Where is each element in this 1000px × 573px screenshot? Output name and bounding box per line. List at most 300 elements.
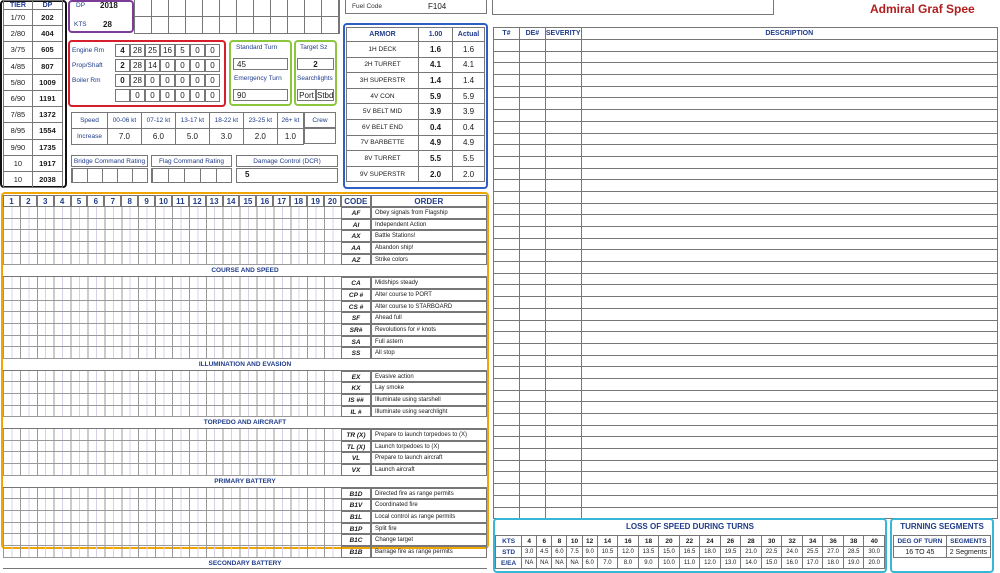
order-description: Change target: [371, 534, 487, 546]
machinery-cell: 0: [115, 74, 130, 87]
dp-cell: 2038: [32, 171, 62, 187]
turn-number: 13: [206, 195, 223, 207]
damage-log-cell: [519, 425, 545, 437]
damage-log-cell: [519, 402, 545, 414]
speed-loss-value: 25.5: [802, 547, 823, 558]
armor-value: 4.9: [419, 135, 453, 151]
damage-log-cell: [519, 320, 545, 332]
damage-log-cell: [519, 180, 545, 192]
machinery-cell: 5: [175, 44, 190, 57]
order-description: Independent Action: [371, 219, 487, 231]
order-description: Ahead full: [371, 312, 487, 324]
speed-loss-value: 6.0: [552, 547, 567, 558]
damage-log-cell: [581, 367, 998, 379]
speed-loss-value: NA: [537, 558, 552, 569]
damage-log-cell: [519, 110, 545, 122]
damage-log-cell: [494, 227, 520, 239]
speed-header: 18-22 kt: [209, 113, 243, 129]
damage-log-cell: [494, 343, 520, 355]
damage-log-cell: [545, 51, 581, 63]
speed-loss-kts: 6: [537, 536, 552, 547]
damage-log-row: [494, 343, 998, 355]
damage-log-cell: [494, 75, 520, 87]
damage-log-cell: [519, 238, 545, 250]
damage-control-label: Damage Control (DCR): [236, 155, 338, 167]
crew-label: Crew: [304, 112, 336, 128]
damage-log-cell: [519, 191, 545, 203]
damage-log-cell: [494, 133, 520, 145]
order-row: [3, 242, 487, 254]
searchlights-label: Searchlights: [297, 75, 333, 82]
order-row: [3, 301, 487, 313]
turn-cells: [3, 488, 341, 500]
armor-value: 5.9: [419, 88, 453, 104]
speed-loss-value: NA: [567, 558, 582, 569]
damage-log-cell: [494, 367, 520, 379]
standard-turn-value: 45: [233, 58, 288, 70]
damage-log-row: [494, 320, 998, 332]
damage-log-cell: [581, 437, 998, 449]
damage-log-cell: [581, 425, 998, 437]
order-code: AF: [341, 207, 371, 219]
damage-log-row: [494, 215, 998, 227]
damage-log-cell: [519, 495, 545, 507]
speed-loss-value: 21.0: [741, 547, 762, 558]
speed-increase-value: 6.0: [141, 129, 175, 145]
damage-log-cell: [519, 460, 545, 472]
damage-log-cell: [581, 86, 998, 98]
damage-log-cell: [581, 343, 998, 355]
damage-log-cell: [545, 390, 581, 402]
tier-row: [4, 139, 63, 155]
damage-log-cell: [519, 75, 545, 87]
segments-value: 2 Segments: [946, 547, 990, 558]
order-code: B1P: [341, 523, 371, 535]
order-description: Battle Stations!: [371, 230, 487, 242]
damage-log-cell: [494, 156, 520, 168]
damage-log-cell: [581, 355, 998, 367]
damage-log-cell: [545, 168, 581, 180]
damage-log-row: [494, 297, 998, 309]
turn-cells: [3, 242, 341, 254]
damage-log-cell: [581, 414, 998, 426]
machinery-table: [72, 43, 220, 103]
order-description: Lay smoke: [371, 382, 487, 394]
order-description: Barrage fire as range permits: [371, 546, 487, 558]
tier-row: [4, 26, 63, 42]
damage-log-cell: [519, 86, 545, 98]
order-row: [3, 277, 487, 289]
turn-cells: [3, 382, 341, 394]
machinery-cell: 28: [130, 44, 145, 57]
speed-loss-value: 24.0: [782, 547, 803, 558]
damage-log-row: [494, 40, 998, 52]
damage-log-cell: [581, 262, 998, 274]
damage-log-row: [494, 51, 998, 63]
armor-actual: 4.1: [453, 57, 485, 73]
damage-log-cell: [545, 203, 581, 215]
damage-log-cell: [545, 332, 581, 344]
speed-loss-value: 22.5: [761, 547, 782, 558]
order-description: Alter course to STARBOARD: [371, 301, 487, 313]
order-row: [3, 429, 487, 441]
order-row: [3, 207, 487, 219]
speed-increase-table: [71, 112, 304, 145]
speed-loss-value: 19.0: [843, 558, 864, 569]
tier-cell: 10: [4, 155, 33, 171]
armor-row: [347, 73, 485, 89]
damage-log-cell: [581, 484, 998, 496]
tier-row: [4, 74, 63, 90]
tier-cell: 9/90: [4, 139, 33, 155]
damage-log-row: [494, 238, 998, 250]
speed-header: 07-12 kt: [141, 113, 175, 129]
damage-log-cell: [519, 437, 545, 449]
port-label: Port: [297, 89, 316, 101]
machinery-cell: 0: [160, 74, 175, 87]
damage-log-row: [494, 308, 998, 320]
turn-cells: [3, 429, 341, 441]
title-box: [492, 0, 774, 15]
order-code: IL #: [341, 406, 371, 418]
armor-row: [347, 57, 485, 73]
tier-row: [4, 123, 63, 139]
order-code: TL (X): [341, 441, 371, 453]
machinery-cell: 0: [190, 44, 205, 57]
dp-cell: 1009: [32, 74, 62, 90]
armor-row: [347, 151, 485, 167]
damage-log-cell: [519, 262, 545, 274]
turn-cells: [3, 452, 341, 464]
order-row: [3, 394, 487, 406]
order-description: Evasive action: [371, 371, 487, 383]
tier-row: [4, 171, 63, 187]
damage-log-cell: [494, 390, 520, 402]
dp-cell: 404: [32, 26, 62, 42]
damage-log-cell: [545, 449, 581, 461]
tier-cell: 1/70: [4, 10, 33, 26]
emergency-turn-label: Emergency Turn: [234, 75, 282, 82]
speed-loss-kts: 8: [552, 536, 567, 547]
machinery-cell: 2: [115, 59, 130, 72]
order-code: SS: [341, 347, 371, 359]
damage-log-row: [494, 495, 998, 507]
damage-log-cell: [581, 145, 998, 157]
order-row: [3, 511, 487, 523]
damage-log-row: [494, 98, 998, 110]
speed-loss-value: 15.0: [659, 547, 680, 558]
order-description: Midships steady: [371, 277, 487, 289]
damage-log-cell: [519, 472, 545, 484]
turn-number: 1: [3, 195, 20, 207]
damage-log-cell: [545, 437, 581, 449]
machinery-cell: 28: [130, 74, 145, 87]
damage-log-cell: [545, 273, 581, 285]
speed-loss-value: 9.0: [638, 558, 659, 569]
speed-loss-value: 16.5: [679, 547, 700, 558]
machinery-cell: 25: [145, 44, 160, 57]
order-code: CA: [341, 277, 371, 289]
order-row: [3, 382, 487, 394]
damage-log-cell: [494, 180, 520, 192]
turn-cells: [3, 523, 341, 535]
turn-cells: [3, 371, 341, 383]
order-description: Local control as range permits: [371, 511, 487, 523]
tier-cell: 2/80: [4, 26, 33, 42]
damage-log-cell: [494, 110, 520, 122]
armor-location: 8V TURRET: [347, 151, 419, 167]
order-row: [3, 289, 487, 301]
machinery-cell: 0: [175, 59, 190, 72]
turn-grid-header: [3, 195, 487, 207]
damage-log-cell: [581, 75, 998, 87]
damage-log-cell: [519, 250, 545, 262]
order-code: VX: [341, 464, 371, 476]
speed-loss-kts: 16: [618, 536, 639, 547]
turn-cells: [3, 511, 341, 523]
order-code: AZ: [341, 254, 371, 266]
tier-cell: 6/90: [4, 90, 33, 106]
damage-log-row: [494, 332, 998, 344]
order-code: B1C: [341, 534, 371, 546]
order-header: ORDER: [371, 195, 487, 207]
armor-location: 7V BARBETTE: [347, 135, 419, 151]
turn-number: 2: [20, 195, 37, 207]
speed-loss-table: [495, 535, 885, 569]
dp-header: DP: [32, 1, 62, 10]
damage-log-cell: [545, 343, 581, 355]
turn-cells: [3, 347, 341, 359]
damage-log-cell: [494, 98, 520, 110]
machinery-cell: 0: [190, 59, 205, 72]
damage-log-cell: [519, 484, 545, 496]
damage-log-cell: [581, 297, 998, 309]
fuel-label: Fuel Code: [352, 3, 382, 10]
turn-number: 17: [273, 195, 290, 207]
damage-log-row: [494, 414, 998, 426]
deg-of-turn-header: DEG OF TURN: [894, 536, 947, 547]
damage-log-cell: [494, 449, 520, 461]
turn-number: 12: [189, 195, 206, 207]
damage-log-cell: [494, 308, 520, 320]
turn-cells: [3, 207, 341, 219]
damage-log-header: DE#: [519, 28, 545, 40]
damage-log-cell: [519, 355, 545, 367]
order-code: KX: [341, 382, 371, 394]
damage-log-cell: [494, 40, 520, 52]
damage-log-row: [494, 191, 998, 203]
damage-log-cell: [519, 203, 545, 215]
damage-log-cell: [581, 449, 998, 461]
damage-log-cell: [545, 191, 581, 203]
damage-log-cell: [545, 75, 581, 87]
armor-row: [347, 42, 485, 58]
speed-loss-kts: 10: [567, 536, 582, 547]
speed-loss-value: NA: [552, 558, 567, 569]
speed-loss-kts: 14: [597, 536, 618, 547]
damage-log-row: [494, 273, 998, 285]
turn-cells: [3, 394, 341, 406]
damage-log-cell: [494, 203, 520, 215]
dp-cell: 202: [32, 10, 62, 26]
speed-loss-kts-row: [496, 536, 885, 547]
damage-log-cell: [581, 227, 998, 239]
order-description: Obey signals from Flagship: [371, 207, 487, 219]
tier-row: [4, 107, 63, 123]
damage-log-header: T#: [494, 28, 520, 40]
machinery-label: Prop/Shaft: [72, 62, 103, 69]
turn-cells: [3, 312, 341, 324]
armor-location: 3H SUPERSTR: [347, 73, 419, 89]
damage-log-cell: [581, 402, 998, 414]
deg-of-turn-value: 16 TO 45: [894, 547, 947, 558]
machinery-cell: 16: [160, 44, 175, 57]
order-code: AI: [341, 219, 371, 231]
armor-location: 5V BELT MID: [347, 104, 419, 120]
speed-increase-value: 7.0: [107, 129, 141, 145]
damage-log-row: [494, 156, 998, 168]
damage-log-cell: [581, 110, 998, 122]
damage-log-row: [494, 402, 998, 414]
order-code: CP #: [341, 289, 371, 301]
dp-cell: 1917: [32, 155, 62, 171]
armor-header-value: 1.00: [419, 28, 453, 42]
damage-log-cell: [494, 355, 520, 367]
dp-cell: 1735: [32, 139, 62, 155]
damage-log-cell: [545, 110, 581, 122]
damage-log-cell: [519, 285, 545, 297]
speed-loss-value: 27.0: [823, 547, 844, 558]
speed-loss-value: 9.0: [582, 547, 597, 558]
order-row: [3, 534, 487, 546]
speed-loss-kts: 40: [864, 536, 885, 547]
page-title: Admiral Graf Spee: [870, 2, 975, 16]
damage-log-row: [494, 110, 998, 122]
damage-log-cell: [545, 378, 581, 390]
machinery-cell: 28: [130, 59, 145, 72]
armor-value: 4.1: [419, 57, 453, 73]
speed-header: Speed: [72, 113, 108, 129]
turn-cells: [3, 499, 341, 511]
speed-loss-kts: 4: [522, 536, 537, 547]
speed-loss-value: 4.5: [537, 547, 552, 558]
speed-loss-value: 13.5: [638, 547, 659, 558]
damage-log-cell: [519, 378, 545, 390]
damage-log-cell: [545, 215, 581, 227]
dp-cell: 1191: [32, 90, 62, 106]
armor-row: [347, 135, 485, 151]
machinery-cell: 0: [145, 89, 160, 102]
armor-value: 1.6: [419, 42, 453, 58]
damage-log-cell: [581, 156, 998, 168]
armor-location: 9V SUPERSTR: [347, 166, 419, 182]
damage-log-cell: [581, 238, 998, 250]
machinery-cell: 4: [115, 44, 130, 57]
damage-log-row: [494, 63, 998, 75]
damage-log-cell: [581, 495, 998, 507]
damage-log-cell: [545, 133, 581, 145]
damage-log-cell: [519, 63, 545, 75]
order-row: [3, 499, 487, 511]
armor-actual: 2.0: [453, 166, 485, 182]
speed-loss-row-label: E/EA: [496, 558, 522, 569]
code-header: CODE: [341, 195, 371, 207]
damage-log-cell: [494, 425, 520, 437]
damage-log-header: DESCRIPTION: [581, 28, 998, 40]
machinery-cell: 0: [205, 74, 220, 87]
damage-log-cell: [581, 320, 998, 332]
speed-increase-value: 2.0: [243, 129, 277, 145]
tier-cell: 4/85: [4, 58, 33, 74]
target-size-value: 2: [297, 58, 334, 70]
damage-log-cell: [494, 168, 520, 180]
speed-header: 00-06 kt: [107, 113, 141, 129]
turn-cells: [3, 289, 341, 301]
damage-log-cell: [519, 215, 545, 227]
order-row: [3, 347, 487, 359]
speed-loss-row: [496, 558, 885, 569]
tier-cell: 5/80: [4, 74, 33, 90]
speed-loss-value: 18.0: [700, 547, 721, 558]
damage-log-cell: [519, 507, 545, 519]
turn-number: 6: [87, 195, 104, 207]
damage-log-cell: [519, 51, 545, 63]
order-description: Prepare to launch torpedoes to (X): [371, 429, 487, 441]
damage-log-cell: [581, 250, 998, 262]
tier-row: [4, 90, 63, 106]
speed-loss-value: 10.0: [659, 558, 680, 569]
damage-log-cell: [545, 402, 581, 414]
damage-log-cell: [545, 250, 581, 262]
dp-cell: 807: [32, 58, 62, 74]
machinery-label: Engine Rm: [72, 47, 105, 54]
turn-number: 19: [307, 195, 324, 207]
order-row: [3, 312, 487, 324]
order-description: Alter course to PORT: [371, 289, 487, 301]
damage-log-cell: [494, 297, 520, 309]
dp-cell: 1372: [32, 107, 62, 123]
armor-value: 1.4: [419, 73, 453, 89]
damage-log-cell: [519, 168, 545, 180]
speed-loss-kts: 18: [638, 536, 659, 547]
turn-cells: [3, 336, 341, 348]
speed-loss-value: 16.0: [782, 558, 803, 569]
machinery-cell: [115, 89, 130, 102]
speed-loss-kts: 26: [720, 536, 741, 547]
armor-actual-label: Actual: [453, 28, 485, 42]
flag-rating-label: Flag Command Rating: [151, 155, 232, 167]
armor-value: 2.0: [419, 166, 453, 182]
order-section-title: COURSE AND SPEED: [3, 265, 487, 277]
machinery-cell: 0: [190, 74, 205, 87]
speed-loss-kts: 20: [659, 536, 680, 547]
turn-cells: [3, 534, 341, 546]
damage-log-cell: [545, 180, 581, 192]
segments-header: SEGMENTS: [946, 536, 990, 547]
order-code: SR#: [341, 324, 371, 336]
damage-log-row: [494, 378, 998, 390]
damage-log-cell: [519, 414, 545, 426]
damage-control-value: 5: [236, 168, 338, 183]
speed-loss-kts: 22: [679, 536, 700, 547]
speed-loss-value: 7.0: [597, 558, 618, 569]
order-description: Directed fire as range permits: [371, 488, 487, 500]
damage-log-cell: [519, 227, 545, 239]
order-code: SA: [341, 336, 371, 348]
order-description: All stop: [371, 347, 487, 359]
damage-log-row: [494, 425, 998, 437]
turn-cells: [3, 230, 341, 242]
